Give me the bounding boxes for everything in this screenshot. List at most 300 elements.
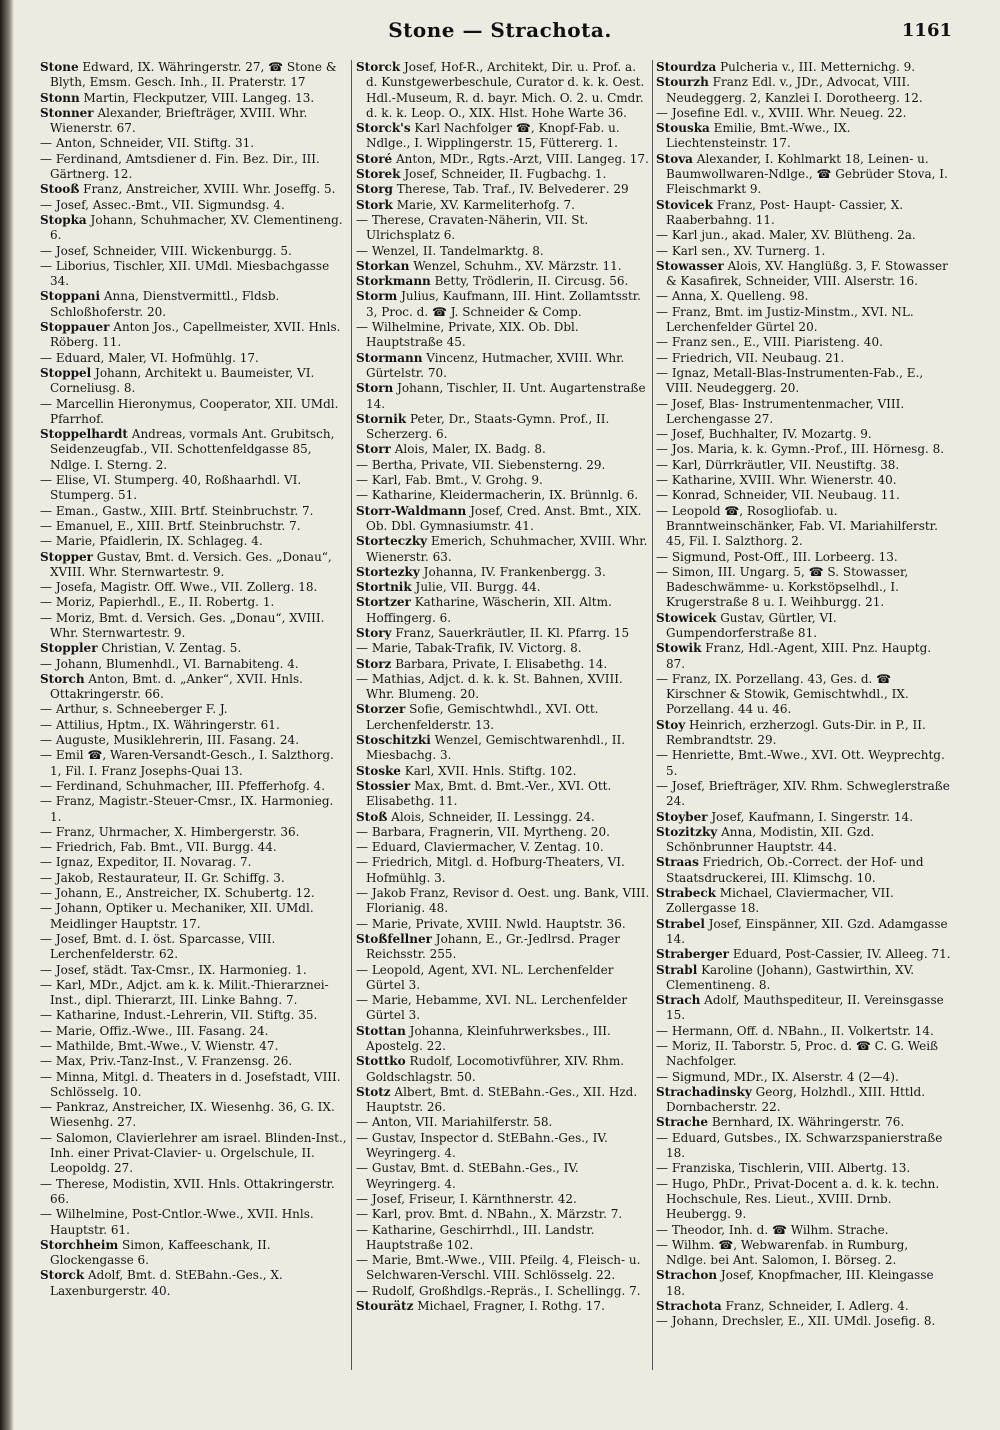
entry-text: — Franz, Uhrmacher, X. Himbergerstr. 36. xyxy=(40,824,300,839)
entry-text: Josef, Schneider, II. Fugbachg. 1. xyxy=(404,167,607,182)
directory-entry xyxy=(656,198,952,229)
entry-text: — Josefine Edl. v., XVIII. Whr. Neueg. 22. xyxy=(656,105,907,120)
entry-text: Andreas, vormals Ant. Grubitsch, Seidenzeugfab., VII. Schottenfeldgasse 85, Ndlge. I. Sterng. 2. xyxy=(50,427,335,472)
entry-text: — Marie, Offiz.-Wwe., III. Fasang. 24. xyxy=(40,1023,269,1038)
directory-entry xyxy=(40,473,348,504)
entry-text: Betty, Trödlerin, II. Circusg. 56. xyxy=(434,274,629,289)
directory-entry xyxy=(656,75,952,106)
entry-surname: Storm xyxy=(356,289,398,304)
directory-entry xyxy=(656,1131,952,1162)
directory-entry xyxy=(356,473,650,488)
entry-text: Wenzel, Gemischtwarenhdl., II. Miesbachg. 3. xyxy=(366,733,626,763)
directory-entry xyxy=(356,152,650,167)
entry-text: Franz Edl. v., JDr., Advocat, VIII. Neudeggerg. 2, Kanzlei I. Dorotheerg. 12. xyxy=(666,75,923,105)
directory-entry xyxy=(656,718,952,749)
entry-surname: Stozitzky xyxy=(656,824,718,839)
directory-entry xyxy=(356,810,650,825)
entry-surname: Stoyber xyxy=(656,809,708,824)
directory-entry xyxy=(356,886,650,917)
directory-entry xyxy=(356,60,650,121)
directory-entry xyxy=(356,320,650,351)
column-divider xyxy=(351,60,352,1370)
entry-text: — Salomon, Clavierlehrer am israel. Blinden-Inst., Inh. einer Privat-Clavier- u. Orgelschule, II. Leopoldg. 27. xyxy=(40,1130,347,1176)
directory-entry xyxy=(656,993,952,1024)
entry-text: Johanna, Kleinfuhrwerksbes., III. Apostelg. 22. xyxy=(366,1023,611,1053)
directory-entry xyxy=(40,1024,348,1039)
entry-text: — Marie, Bmt.-Wwe., VIII. Pfeilg. 4, Fleisch- u. Selchwaren-Verschl. VIII. Schlösselg. 22. xyxy=(356,1253,641,1283)
directory-entry xyxy=(656,1299,952,1314)
directory-entry xyxy=(656,305,952,336)
entry-text: Adolf, Bmt. d. StEBahn.-Ges., X. Laxenburgerstr. 40. xyxy=(50,1268,283,1298)
directory-entry xyxy=(656,779,952,810)
entry-text: — Josef, Schneider, VIII. Wickenburgg. 5. xyxy=(40,243,292,258)
entry-text: — Marie, Pfaidlerin, IX. Schlageg. 4. xyxy=(40,534,263,549)
directory-entry xyxy=(656,397,952,428)
entry-surname: Stossier xyxy=(356,778,411,793)
entry-text: — Konrad, Schneider, VII. Neubaug. 11. xyxy=(656,488,900,503)
entry-text: — Friedrich, Mitgl. d. Hofburg-Theaters, VI. Hofmühlg. 3. xyxy=(356,855,625,885)
entry-text: — Simon, III. Ungarg. 5, ☎ S. Stowasser, Badeschwämme- u. Korkstöpselhdl., I. Krugerstraße 8 u. I. Weihburgg. 21. xyxy=(656,564,909,610)
directory-entry xyxy=(40,748,348,779)
directory-entry xyxy=(40,534,348,549)
directory-entry xyxy=(656,1314,952,1329)
entry-text: — Hermann, Off. d. NBahn., II. Volkertstr. 14. xyxy=(656,1023,934,1038)
entry-text: — Rudolf, Großhdlgs.-Repräs., I. Schellingg. 7. xyxy=(356,1283,641,1298)
entry-surname: Stonn xyxy=(40,90,80,105)
directory-entry xyxy=(40,152,348,183)
entry-text: — Katharine, Indust.-Lehrerin, VII. Stiftg. 35. xyxy=(40,1008,318,1023)
entry-surname: Stoppani xyxy=(40,289,101,304)
directory-entry xyxy=(656,565,952,611)
directory-entry xyxy=(40,580,348,595)
entry-text: Johann, E., Gr.-Jedlrsd. Prager Reichsstr. 255. xyxy=(366,931,620,962)
directory-entry xyxy=(40,718,348,733)
directory-entry xyxy=(356,764,650,779)
entry-text: — Jakob Franz, Revisor d. Oest. ung. Bank, VIII. Florianig. 48. xyxy=(356,886,650,916)
directory-entry xyxy=(40,641,348,656)
entry-text: — Wenzel, II. Tandelmarktg. 8. xyxy=(356,243,544,258)
entry-text: — Marie, Hebamme, XVI. NL. Lerchenfelder Gürtel 3. xyxy=(356,993,628,1023)
directory-entry xyxy=(40,320,348,351)
directory-entry xyxy=(356,412,650,443)
directory-entry xyxy=(40,1268,348,1299)
entry-text: Christian, V. Zentag. 5. xyxy=(101,641,242,656)
entry-text: — Eman., Gastw., XIII. Brtf. Steinbruchstr. 7. xyxy=(40,503,314,518)
entry-surname: Stourzh xyxy=(656,75,709,90)
directory-entry xyxy=(356,1207,650,1222)
entry-surname: Stortzer xyxy=(356,595,411,610)
entry-text: — Gustav, Bmt. d. StEBahn.-Ges., IV. Weyringerg. 4. xyxy=(356,1161,579,1191)
directory-entry xyxy=(356,121,650,152)
entry-surname: Stowik xyxy=(656,641,702,656)
directory-entry xyxy=(356,534,650,565)
entry-surname: Storkan xyxy=(356,258,410,273)
running-head: Stone — Strachota. xyxy=(388,18,612,42)
entry-surname: Storr-Waldmann xyxy=(356,503,467,518)
entry-text: — Therese, Cravaten-Näherin, VII. St. Ulrichsplatz 6. xyxy=(356,212,589,243)
directory-entry xyxy=(356,565,650,580)
entry-text: — Elise, VI. Stumperg. 40, Roßhaarhdl. VI. Stumperg. 51. xyxy=(40,473,302,503)
entry-text: — Karl, Dürrkräutler, VII. Neustiftg. 38. xyxy=(656,457,900,472)
directory-entry xyxy=(40,886,348,901)
entry-text: — Wilhelmine, Post-Cntlor.-Wwe., XVII. Hnls. Hauptstr. 61. xyxy=(40,1207,314,1237)
directory-entry xyxy=(40,550,348,581)
directory-entry xyxy=(356,1115,650,1130)
directory-entry xyxy=(356,167,650,182)
entry-text: — Franz, Magistr.-Steuer-Cmsr., IX. Harmonieg. 1. xyxy=(40,794,334,824)
entry-text: Alois, Maler, IX. Badg. 8. xyxy=(394,442,546,457)
entry-surname: Strach xyxy=(656,993,701,1008)
entry-text: Karoline (Johann), Gastwirthin, XV. Clementineng. 8. xyxy=(666,962,915,992)
entry-text: Michael, Claviermacher, VII. Zollergasse 18. xyxy=(666,886,894,916)
entry-text: — Eduard, Maler, VI. Hofmühlg. 17. xyxy=(40,350,259,365)
directory-entry xyxy=(356,1054,650,1085)
entry-text: Gustav, Bmt. d. Versich. Ges. „Donau“, XVIII. Whr. Sternwartestr. 9. xyxy=(50,549,332,579)
directory-entry xyxy=(656,1161,952,1176)
entry-text: — Johann, Blumenhdl., VI. Barnabiteng. 4. xyxy=(40,656,299,671)
entry-surname: Stormann xyxy=(356,350,423,365)
directory-entry xyxy=(356,504,650,535)
entry-surname: Strabel xyxy=(656,916,705,931)
entry-text: Therese, Tab. Traf., IV. Belvederег. 29 xyxy=(396,182,629,197)
entry-surname: Straas xyxy=(656,855,699,870)
entry-text: — Franz, Bmt. im Justiz-Minstm., XVI. NL. Lerchenfelder Gürtel 20. xyxy=(656,304,914,335)
entry-text: Anna, Modistin, XII. Gzd. Schönbrunner Hauptstr. 44. xyxy=(666,824,875,855)
entry-surname: Strabeck xyxy=(656,886,716,901)
entry-surname: Stowasser xyxy=(656,258,724,273)
directory-entry xyxy=(656,641,952,672)
entry-text: Josef, Cred. Anst. Bmt., XIX. Ob. Dbl. Gymnasiumstr. 41. xyxy=(366,503,642,533)
entry-text: — Moriz, II. Taborstr. 5, Proc. d. ☎ C. G. Weiß Nachfolger. xyxy=(656,1039,939,1069)
directory-entry xyxy=(40,779,348,794)
entry-surname: Storé xyxy=(356,151,393,166)
directory-entry xyxy=(40,963,348,978)
entry-text: — Friedrich, Fab. Bmt., VII. Burgg. 44. xyxy=(40,840,277,855)
directory-entry xyxy=(40,1070,348,1101)
entry-surname: Stoppelhardt xyxy=(40,427,128,442)
entry-text: Alois, XV. Hanglüßg. 3, F. Stowasser & Kasafirek, Schneider, VIII. Alserstr. 16. xyxy=(666,258,948,289)
entry-text: — Karl, Fab. Bmt., V. Grohg. 9. xyxy=(356,473,543,488)
directory-entry xyxy=(40,595,348,610)
entry-text: — Moriz, Papierhdl., E., II. Robertg. 1. xyxy=(40,595,275,610)
entry-surname: Storr xyxy=(356,442,391,457)
directory-entry xyxy=(656,366,952,397)
directory-entry xyxy=(40,901,348,932)
directory-entry xyxy=(356,198,650,213)
entry-text: — Franz sen., E., VIII. Piaristeng. 40. xyxy=(656,335,883,350)
directory-entry xyxy=(656,60,952,75)
directory-entry xyxy=(356,381,650,412)
directory-entry xyxy=(356,963,650,994)
entry-text: — Wilhm. ☎, Webwarenfab. in Rumburg, Ndlge. bei Ant. Salomon, I. Börseg. 2. xyxy=(656,1237,909,1268)
entry-text: — Eduard, Claviermacher, V. Zentag. 10. xyxy=(356,840,604,855)
directory-entry xyxy=(40,60,348,91)
entry-text: — Josef, Briefträger, XIV. Rhm. Schweglerstraße 24. xyxy=(656,778,950,809)
entry-text: Johann, Schuhmacher, XV. Clementineng. 6. xyxy=(50,212,343,243)
entry-text: Martin, Fleckputzer, VIII. Langeg. 13. xyxy=(83,90,315,105)
directory-entry xyxy=(656,504,952,550)
entry-text: — Leopold, Agent, XVI. NL. Lerchenfelder Gürtel 3. xyxy=(356,962,614,992)
entry-surname: Storch xyxy=(40,671,85,686)
entry-text: — Ferdinand, Schuhmacher, III. Pfefferhofg. 4. xyxy=(40,778,326,793)
entry-surname: Storg xyxy=(356,182,393,197)
entry-surname: Stourätz xyxy=(356,1299,414,1314)
entry-surname: Strabl xyxy=(656,962,698,977)
directory-entry xyxy=(356,1131,650,1162)
entry-text: Katharine, Wäscherin, XII. Altm. Hoffingerg. 6. xyxy=(366,595,612,625)
entry-text: Johanna, IV. Frankenbergg. 3. xyxy=(423,564,606,579)
directory-entry xyxy=(356,1024,650,1055)
directory-entry xyxy=(356,855,650,886)
entry-text: Johann, Architekt u. Baumeister, VI. Corneliusg. 8. xyxy=(50,365,315,396)
entry-text: Anton, MDr., Rgts.-Arzt, VIII. Langeg. 17. xyxy=(396,151,649,166)
directory-entry xyxy=(656,121,952,152)
entry-text: Karl Nachfolger ☎, Knopf-Fab. u. Ndlge., I. Wipplingerstr. 15, Füttererg. 1. xyxy=(366,121,620,151)
entry-surname: Stottan xyxy=(356,1023,406,1038)
directory-entry xyxy=(356,993,650,1024)
directory-entry xyxy=(356,702,650,733)
entry-surname: Storck xyxy=(356,60,401,74)
entry-text: — Sigmund, Post-Off., III. Lorbeerg. 13. xyxy=(656,549,898,564)
entry-text: Alexander, I. Kohlmarkt 18, Leinen- u. Baumwollwaren-Ndlge., ☎ Gebrüder Stova, I. Fleischmarkt 9. xyxy=(666,151,948,197)
entry-text: — Therese, Modistin, XVII. Hnls. Ottakringerstr. 66. xyxy=(40,1176,335,1206)
directory-entry xyxy=(656,427,952,442)
entry-surname: Straberger xyxy=(656,947,730,962)
entry-text: Albert, Bmt. d. StEBahn.-Ges., XII. Hzd. Hauptstr. 26. xyxy=(366,1084,638,1115)
entry-text: Franz, Schneider, I. Adlerg. 4. xyxy=(725,1299,909,1314)
directory-entry xyxy=(356,1085,650,1116)
entry-text: Gustav, Gürtler, VI. Gumpendorferstraße 81. xyxy=(666,610,837,640)
directory-entry xyxy=(656,488,952,503)
directory-entry xyxy=(656,1024,952,1039)
directory-entry xyxy=(40,182,348,197)
directory-entry xyxy=(356,351,650,382)
entry-text: — Anton, VII. Mariahilferstr. 58. xyxy=(356,1115,553,1130)
directory-entry xyxy=(40,519,348,534)
directory-entry xyxy=(40,351,348,366)
entry-text: — Gustav, Inspector d. StEBahn.-Ges., IV. Weyringerg. 4. xyxy=(356,1130,608,1161)
directory-entry xyxy=(40,840,348,855)
entry-text: — Mathias, Adjct. d. k. k. St. Bahnen, XVIII. Whr. Blumeng. 20. xyxy=(356,671,623,702)
directory-entry xyxy=(356,641,650,656)
entry-surname: Stoschitzki xyxy=(356,733,431,748)
entry-text: — Anton, Schneider, VII. Stiftg. 31. xyxy=(40,136,255,151)
entry-surname: Stotz xyxy=(356,1084,391,1099)
entry-text: Anton Jos., Capellmeister, XVII. Hnls. Röberg. 11. xyxy=(50,320,341,350)
entry-text: — Liborius, Tischler, XII. UMdl. Miesbachgasse 34. xyxy=(40,258,330,289)
directory-entry xyxy=(356,733,650,764)
directory-entry xyxy=(356,672,650,703)
entry-text: Max, Bmt. d. Bmt.-Ver., XVI. Ott. Elisabethg. 11. xyxy=(366,778,612,809)
directory-entry xyxy=(356,289,650,320)
entry-surname: Storn xyxy=(356,381,394,396)
entry-text: — Arthur, s. Schneeberger F. J. xyxy=(40,702,228,717)
directory-entry xyxy=(356,442,650,457)
directory-entry xyxy=(356,1284,650,1299)
directory-entry xyxy=(656,244,952,259)
entry-text: Simon, Kaffeeschank, II. Glockengasse 6. xyxy=(50,1237,271,1268)
directory-entry xyxy=(40,657,348,672)
entry-text: — Wilhelmine, Private, XIX. Ob. Dbl. Hauptstraße 45. xyxy=(356,320,579,350)
directory-entry xyxy=(356,182,650,197)
directory-entry xyxy=(356,274,650,289)
directory-entry xyxy=(356,1192,650,1207)
directory-entry xyxy=(40,733,348,748)
directory-entry xyxy=(656,672,952,718)
directory-entry xyxy=(656,550,952,565)
entry-text: — Karl sen., XV. Turnerg. 1. xyxy=(656,243,826,258)
column-divider xyxy=(652,60,653,1370)
directory-entry xyxy=(356,580,650,595)
entry-text: — Marcellin Hieronymus, Cooperator, XII. UMdl. Pfarrhof. xyxy=(40,396,339,426)
entry-surname: Strachon xyxy=(656,1268,718,1283)
directory-entry xyxy=(356,917,650,932)
entry-text: — Henriette, Bmt.-Wwe., XVI. Ott. Weyprechtg. 5. xyxy=(656,748,945,778)
entry-text: — Johann, Optiker u. Mechaniker, XII. UMdl. Meidlinger Hauptstr. 17. xyxy=(40,901,314,931)
directory-entry xyxy=(356,932,650,963)
directory-entry xyxy=(356,825,650,840)
entry-text: — Ferdinand, Amtsdiener d. Fin. Bez. Dir., III. Gärtnerg. 12. xyxy=(40,151,320,182)
directory-entry xyxy=(40,1238,348,1269)
directory-entry xyxy=(656,1039,952,1070)
directory-entry xyxy=(40,871,348,886)
directory-entry xyxy=(356,779,650,810)
entry-surname: Storck xyxy=(40,1268,85,1283)
entry-text: — Moriz, Bmt. d. Versich. Ges. „Donau“, XVIII. Whr. Sternwartestr. 9. xyxy=(40,610,325,640)
entry-surname: Stornik xyxy=(356,411,407,426)
directory-entry xyxy=(656,947,952,962)
directory-entry xyxy=(40,1039,348,1054)
directory-entry xyxy=(40,702,348,717)
entry-text: Sofie, Gemischtwhdl., XVI. Ott. Lerchenfelderstr. 13. xyxy=(366,702,599,732)
directory-entry xyxy=(656,335,952,350)
entry-text: Anton, Bmt. d. „Anker“, XVII. Hnls. Ottakringerstr. 66. xyxy=(50,671,303,702)
directory-entry xyxy=(656,855,952,886)
directory-entry xyxy=(40,672,348,703)
directory-entry xyxy=(356,1299,650,1314)
entry-text: — Katharine, Kleidermacherin, IX. Brünnlg. 6. xyxy=(356,488,639,503)
directory-entry xyxy=(356,458,650,473)
directory-entry xyxy=(40,244,348,259)
directory-entry xyxy=(656,1177,952,1223)
directory-entry xyxy=(356,657,650,672)
directory-entry xyxy=(40,106,348,137)
entry-text: — Bertha, Private, VII. Siebensterng. 29. xyxy=(356,457,606,472)
directory-entry xyxy=(40,794,348,825)
directory-entry xyxy=(356,1253,650,1284)
entry-text: — Josef, Blas- Instrumentenmacher, VIII. Lerchengasse 27. xyxy=(656,396,905,426)
entry-text: — Karl jun., akad. Maler, XV. Blütheng. 2a. xyxy=(656,228,916,243)
directory-entry xyxy=(40,932,348,963)
entry-surname: Stottko xyxy=(356,1054,406,1069)
directory-entry xyxy=(40,825,348,840)
directory-entry xyxy=(656,351,952,366)
entry-text: — Josef, Bmt. d. I. öst. Sparcasse, VIII. Lerchenfelderstr. 62. xyxy=(40,931,276,962)
directory-entry xyxy=(356,259,650,274)
entry-text: Eduard, Post-Cassier, IV. Alleeg. 71. xyxy=(732,947,951,962)
entry-text: Michael, Fragner, I. Rothg. 17. xyxy=(417,1299,605,1314)
entry-text: — Katharine, XVIII. Whr. Wienerstr. 40. xyxy=(656,473,897,488)
entry-surname: Stoppler xyxy=(40,641,98,656)
entry-text: — Marie, Tabak-Trafik, IV. Victorg. 8. xyxy=(356,641,582,656)
entry-surname: Stopka xyxy=(40,212,87,227)
entry-surname: Storchheim xyxy=(40,1237,119,1252)
column-2 xyxy=(356,60,650,1415)
entry-text: — Katharine, Geschirrhdl., III. Landstr. Hauptstraße 102. xyxy=(356,1222,595,1252)
entry-surname: Storzer xyxy=(356,702,406,717)
entry-surname: Stortnik xyxy=(356,580,412,595)
entry-text: — Josef, Friseur, I. Kärnthnerstr. 42. xyxy=(356,1191,577,1206)
entry-text: — Franz, IX. Porzellang. 43, Ges. d. ☎ Kirschner & Stowik, Gemischtwhdl., IX. Porzellang. 44 u. 46. xyxy=(656,671,909,717)
entry-text: Josef, Einspänner, XII. Gzd. Adamgasse 14. xyxy=(666,916,948,946)
directory-entry xyxy=(40,289,348,320)
entry-surname: Stoßfellner xyxy=(356,931,432,946)
entry-text: Emerich, Schuhmacher, XVIII. Whr. Wienerstr. 63. xyxy=(366,534,648,564)
entry-text: — Josef, städt. Tax-Cmsr., IX. Harmonieg. 1. xyxy=(40,962,307,977)
directory-entry xyxy=(656,1223,952,1238)
entry-text: — Barbara, Fragnerin, VII. Myrtheng. 20. xyxy=(356,824,610,839)
column-3 xyxy=(656,60,952,1415)
entry-surname: Stonner xyxy=(40,105,94,120)
entry-surname: Stovicek xyxy=(656,197,713,212)
entry-text: Josef, Kaufmann, I. Singerstr. 14. xyxy=(711,809,914,824)
entry-surname: Strachota xyxy=(656,1299,722,1314)
entry-text: — Josef, Assec.-Bmt., VII. Sigmundsg. 4. xyxy=(40,197,285,212)
entry-text: — Franziska, Tischlerin, VIII. Albertg. 13. xyxy=(656,1161,911,1176)
directory-entry xyxy=(40,397,348,428)
directory-entry xyxy=(40,1054,348,1069)
entry-surname: Stooß xyxy=(40,182,80,197)
entry-text: Franz, Sauerkräutler, II. Kl. Pfarrg. 15 xyxy=(395,625,630,640)
entry-text: — Emil ☎, Waren-Versandt-Gesch., I. Salzthorg. 1, Fil. I. Franz Josephs-Quai 13. xyxy=(40,748,334,778)
entry-surname: Stortezky xyxy=(356,564,420,579)
entry-surname: Story xyxy=(356,625,392,640)
entry-surname: Stoske xyxy=(356,763,401,778)
entry-surname: Storz xyxy=(356,656,392,671)
entry-surname: Strache xyxy=(656,1115,708,1130)
entry-text: — Friedrich, VII. Neubaug. 21. xyxy=(656,350,845,365)
entry-text: Johann, Tischler, II. Unt. Augartenstraße 14. xyxy=(366,381,646,411)
directory-entry xyxy=(656,1238,952,1269)
entry-text: Alexander, Briefträger, XVIII. Whr. Wienerstr. 67. xyxy=(50,105,308,136)
entry-text: Vincenz, Hutmacher, XVIII. Whr. Gürtelstr. 70. xyxy=(366,350,625,380)
entry-text: Franz, Post- Haupt- Cassier, X. Raaberbahng. 11. xyxy=(666,197,904,227)
directory-entry xyxy=(656,1115,952,1130)
entry-surname: Stourdza xyxy=(656,60,717,74)
directory-entry xyxy=(656,152,952,198)
entry-text: Marie, XV. Karmeliterhofg. 7. xyxy=(396,197,575,212)
entry-text: Alois, Schneider, II. Lessingg. 24. xyxy=(391,809,595,824)
entry-text: Pulcheria v., III. Metternichg. 9. xyxy=(720,60,916,74)
entry-text: Wenzel, Schuhm., XV. Märzstr. 11. xyxy=(413,258,622,273)
directory-entry xyxy=(656,458,952,473)
entry-text: Peter, Dr., Staats-Gymn. Prof., II. Scherzerg. 6. xyxy=(366,411,610,442)
directory-entry xyxy=(656,1085,952,1116)
entry-text: Barbara, Private, I. Elisabethg. 14. xyxy=(395,656,608,671)
directory-entry xyxy=(656,748,952,779)
entry-text: — Mathilde, Bmt.-Wwe., V. Wienstr. 47. xyxy=(40,1039,279,1053)
directory-entry xyxy=(40,855,348,870)
directory-entry xyxy=(656,289,952,304)
directory-entry xyxy=(40,136,348,151)
directory-entry xyxy=(40,1207,348,1238)
entry-text: — Josefa, Magistr. Off. Wwe., VII. Zollerg. 18. xyxy=(40,580,318,595)
directory-entry xyxy=(40,366,348,397)
entry-text: — Josef, Buchhalter, IV. Mozartg. 9. xyxy=(656,427,872,442)
entry-text: Julie, VII. Burgg. 44. xyxy=(415,580,541,595)
entry-surname: Stoppel xyxy=(40,365,92,380)
directory-entry xyxy=(656,1268,952,1299)
